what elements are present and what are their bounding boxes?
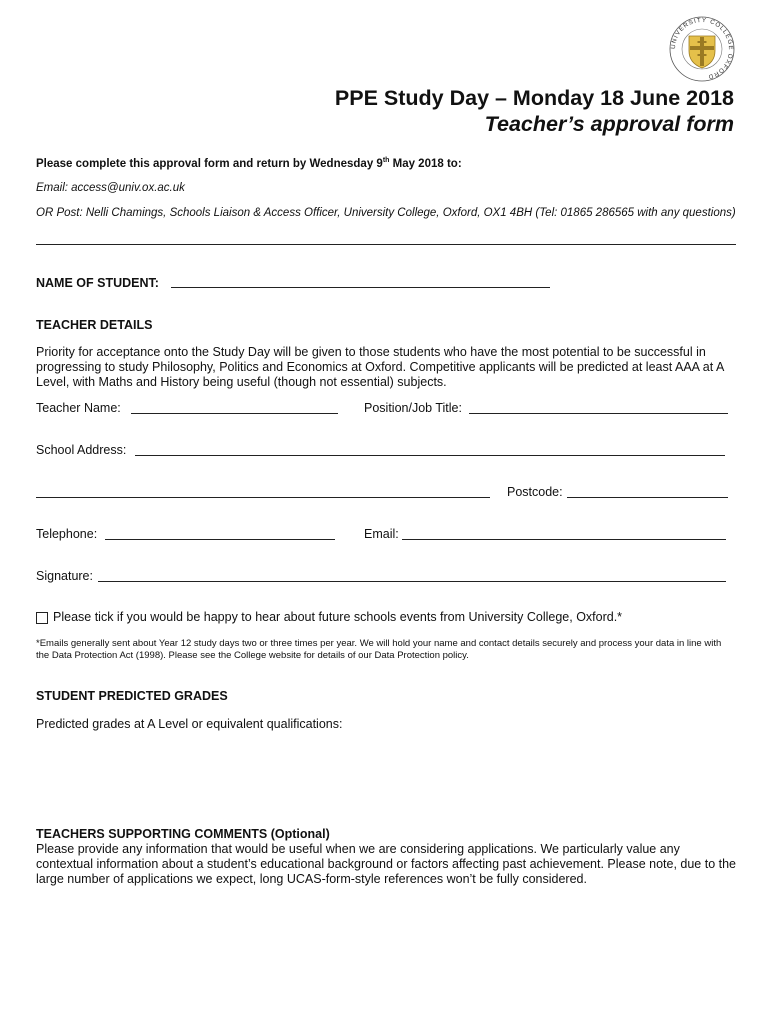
school-address-label: School Address: <box>36 443 127 457</box>
divider <box>36 244 736 245</box>
postcode-field[interactable] <box>567 497 728 498</box>
teacher-name-label: Teacher Name: <box>36 401 121 415</box>
page-title: PPE Study Day – Monday 18 June 2018 <box>334 86 734 110</box>
predicted-grades-heading: STUDENT PREDICTED GRADES <box>36 689 228 703</box>
student-name-label: NAME OF STUDENT: <box>36 276 159 290</box>
logo-text: UNIVERSITY COLLEGE OXFORD <box>669 16 735 81</box>
supporting-comments-heading: TEACHERS SUPPORTING COMMENTS (Optional) <box>36 827 330 841</box>
teacher-name-field[interactable] <box>131 413 338 414</box>
email-field[interactable] <box>402 539 726 540</box>
events-opt-in-checkbox[interactable] <box>36 612 48 624</box>
teacher-details-heading: TEACHER DETAILS <box>36 318 153 332</box>
school-address-field-2[interactable] <box>36 497 490 498</box>
data-protection-footnote: *Emails generally sent about Year 12 study days two or three times per year. We will hold your name and contact details securely and process your data in line with the Data Protection Act (1998). Please see the College website for details of our Data Protection policy. <box>36 638 722 661</box>
signature-field[interactable] <box>98 581 726 582</box>
teacher-details-intro: Priority for acceptance onto the Study Day will be given to those students who have the most potential to be successful in progressing to study Philosophy, Politics and Economics at Oxford. Competitive applicants will be predicted at least AAA at A Level, with Maths and History being useful (though not essential) subjects. <box>36 345 724 389</box>
instructions-intro: Please complete this approval form and return by Wednesday 9th May 2018 to: <box>36 157 462 170</box>
position-field[interactable] <box>469 413 728 414</box>
postcode-label: Postcode: <box>507 485 563 499</box>
predicted-grades-area[interactable] <box>36 735 736 820</box>
university-college-logo <box>668 15 736 83</box>
student-name-field[interactable] <box>171 287 550 288</box>
position-label: Position/Job Title: <box>364 401 462 415</box>
telephone-label: Telephone: <box>36 527 98 541</box>
instructions-email: Email: access@univ.ox.ac.uk <box>36 182 185 194</box>
instructions-post: OR Post: Nelli Chamings, Schools Liaison & Access Officer, University College, Oxford, OX1 4BH (Tel: 01865 286565 with any questions) <box>36 207 736 219</box>
signature-label: Signature: <box>36 569 93 583</box>
school-address-field[interactable] <box>135 455 725 456</box>
events-opt-in-label: Please tick if you would be happy to hear about future schools events from University College, Oxford.* <box>53 610 623 624</box>
page-subtitle: Teacher’s approval form <box>484 112 734 136</box>
telephone-field[interactable] <box>105 539 335 540</box>
supporting-comments-intro: Please provide any information that would be useful when we are considering applications. We particularly value any contextual information about a student’s educational background or factors affecting past achievement. Please note, due to the large number of applications we expect, long UCAS-form-style references won’t be fully considered. <box>36 842 736 886</box>
predicted-grades-label: Predicted grades at A Level or equivalent qualifications: <box>36 717 343 731</box>
supporting-comments-area[interactable] <box>36 895 736 1010</box>
email-label: Email: <box>364 527 399 541</box>
